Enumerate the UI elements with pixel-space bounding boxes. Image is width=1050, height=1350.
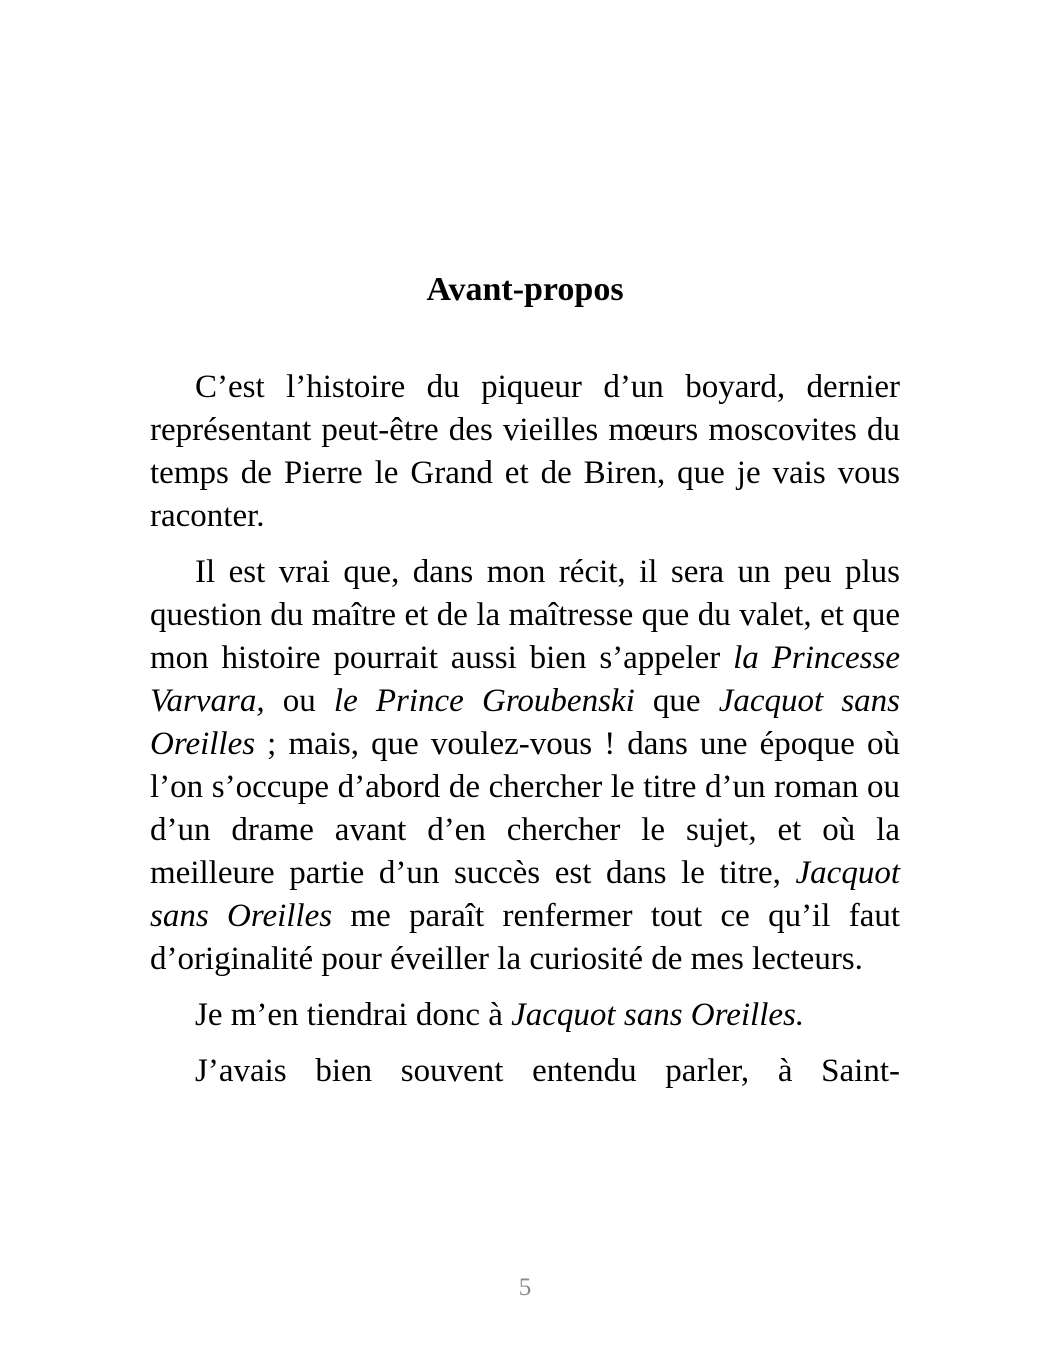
text-run: que	[634, 683, 719, 719]
text-run: ; mais, que voulez-vous ! dans une époque où l’on s’occupe d’abord de chercher le titre d’un roman ou d’un drame avant d’en chercher le sujet, et où la meilleure partie d’un succès est dans le titre,	[150, 726, 900, 891]
italic-title: Jacquot sans Oreilles	[150, 683, 900, 762]
text-run: Il est vrai que, dans mon récit, il sera un peu plus question du maître et de la maîtresse que du valet, et que mon histoire pourrait aussi bien s’appeler	[150, 554, 900, 676]
text-run: J’avais bien souvent entendu parler, à Saint-	[195, 1053, 900, 1089]
italic-title: Jacquot sans Oreilles	[150, 855, 900, 934]
page-number: 5	[518, 1274, 532, 1301]
italic-title: le Prince Groubenski	[333, 683, 635, 719]
paragraph	[150, 366, 900, 538]
paragraph	[150, 994, 900, 1037]
chapter-title: Avant-propos	[426, 271, 624, 308]
paragraph-continued	[150, 1050, 900, 1093]
italic-title: Jacquot sans Oreilles.	[511, 997, 805, 1033]
text-run: C’est l’histoire du piqueur d’un boyard, dernier représentant peut-être des vieilles mœurs moscovites du temps de Pierre le Grand et de Biren, que je vais vous raconter.	[150, 369, 900, 534]
paragraph	[150, 551, 900, 981]
text-run: ou	[264, 683, 334, 719]
text-run: Je m’en tiendrai donc à	[195, 997, 512, 1033]
text-run: me paraît renfermer tout ce qu’il faut d’originalité pour éveiller la curiosité de mes lecteurs.	[150, 898, 901, 977]
page-content	[150, 268, 900, 1106]
italic-title: la Princesse Varvara,	[150, 640, 900, 719]
